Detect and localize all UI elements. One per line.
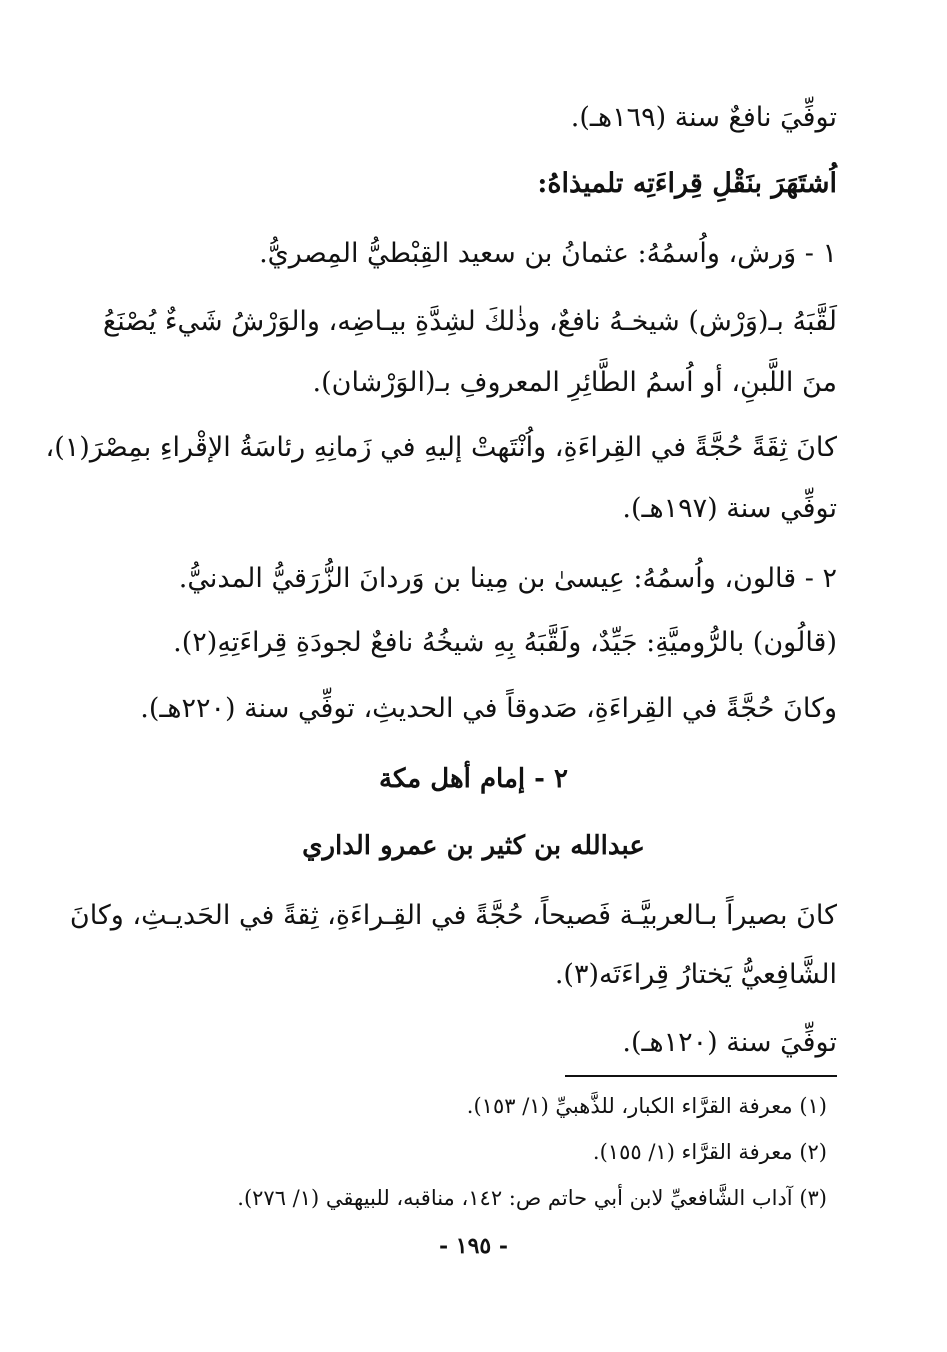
text-line-12: الشَّافِعيُّ يَختارُ قِراءَتَه(٣). [554, 959, 837, 990]
text-line-7: توفِّي سنة (١٩٧هـ). [622, 493, 837, 524]
text-line-1: توفِّيَ نافعٌ سنة (١٦٩هـ). [570, 102, 837, 133]
text-line-13: توفِّيَ سنة (١٢٠هـ). [622, 1027, 837, 1058]
footnote-divider [565, 1075, 837, 1077]
text-line-6: كانَ ثِقَةً حُجَّةً في القِراءَةِ، واُنْتَهتْ إليهِ في زَمانِهِ رئاسَةُ الإقْراءِ بمِصْرَ(١)، [45, 432, 837, 463]
text-line-4: لَقَّبَهُ بـ(وَرْش) شيخـهُ نافعٌ، وذٰلكَ لشِدَّةِ بيـاضِه، والوَرْشُ شَيءٌ يُصْنَعُ [102, 306, 837, 337]
section-title: عبدالله بن كثير بن عمرو الداري [302, 831, 645, 861]
section-subheading: اُشتَهَرَ بنَقْلِ قِراءَتِه تلميذاهُ: [537, 168, 837, 199]
text-line-9: (قالُون) بالرُّوميَّةِ: جَيِّدٌ، ولَقَّبَهُ بِهِ شيخُهُ نافعٌ لجودَةِ قِراءَتِهِ(٢). [173, 627, 837, 658]
footnote-1: (١) معرفة القرَّاء الكبار، للذَّهبيِّ (١/ ١٥٣). [466, 1094, 827, 1118]
footnote-3: (٣) آداب الشَّافعيِّ لابن أبي حاتم ص: ١٤٢، مناقبه، للبيهقي (١/ ٢٧٦). [237, 1186, 827, 1210]
text-line-8: ٢ - قالون، واُسمُهُ: عِيسىٰ بن مِينا بن وَردانَ الزُّرَقيُّ المدنيُّ. [178, 563, 837, 594]
section-heading: ٢ - إمام أهل مكة [379, 764, 568, 794]
text-line-5: منَ اللَّبنِ، أو اُسمُ الطَّائِرِ المعروفِ بـ(الوَرْشان). [312, 367, 837, 398]
page-number: - ١٩٥ - [438, 1233, 509, 1259]
text-line-10: وكانَ حُجَّةً في القِراءَةِ، صَدوقاً في الحديثِ، توفِّي سنة (٢٢٠هـ). [140, 693, 837, 724]
footnote-2: (٢) معرفة القرَّاء (١/ ١٥٥). [592, 1140, 827, 1164]
text-line-3: ١ - وَرش، واُسمُهُ: عثمانُ بن سعيد القِبْطيُّ المِصريُّ. [259, 238, 837, 269]
text-line-11: كانَ بصيراً بـالعربيَّـة فَصيحاً، حُجَّةً في القِـراءَةِ، ثِقةً في الحَديـثِ، وكانَ [69, 900, 837, 931]
